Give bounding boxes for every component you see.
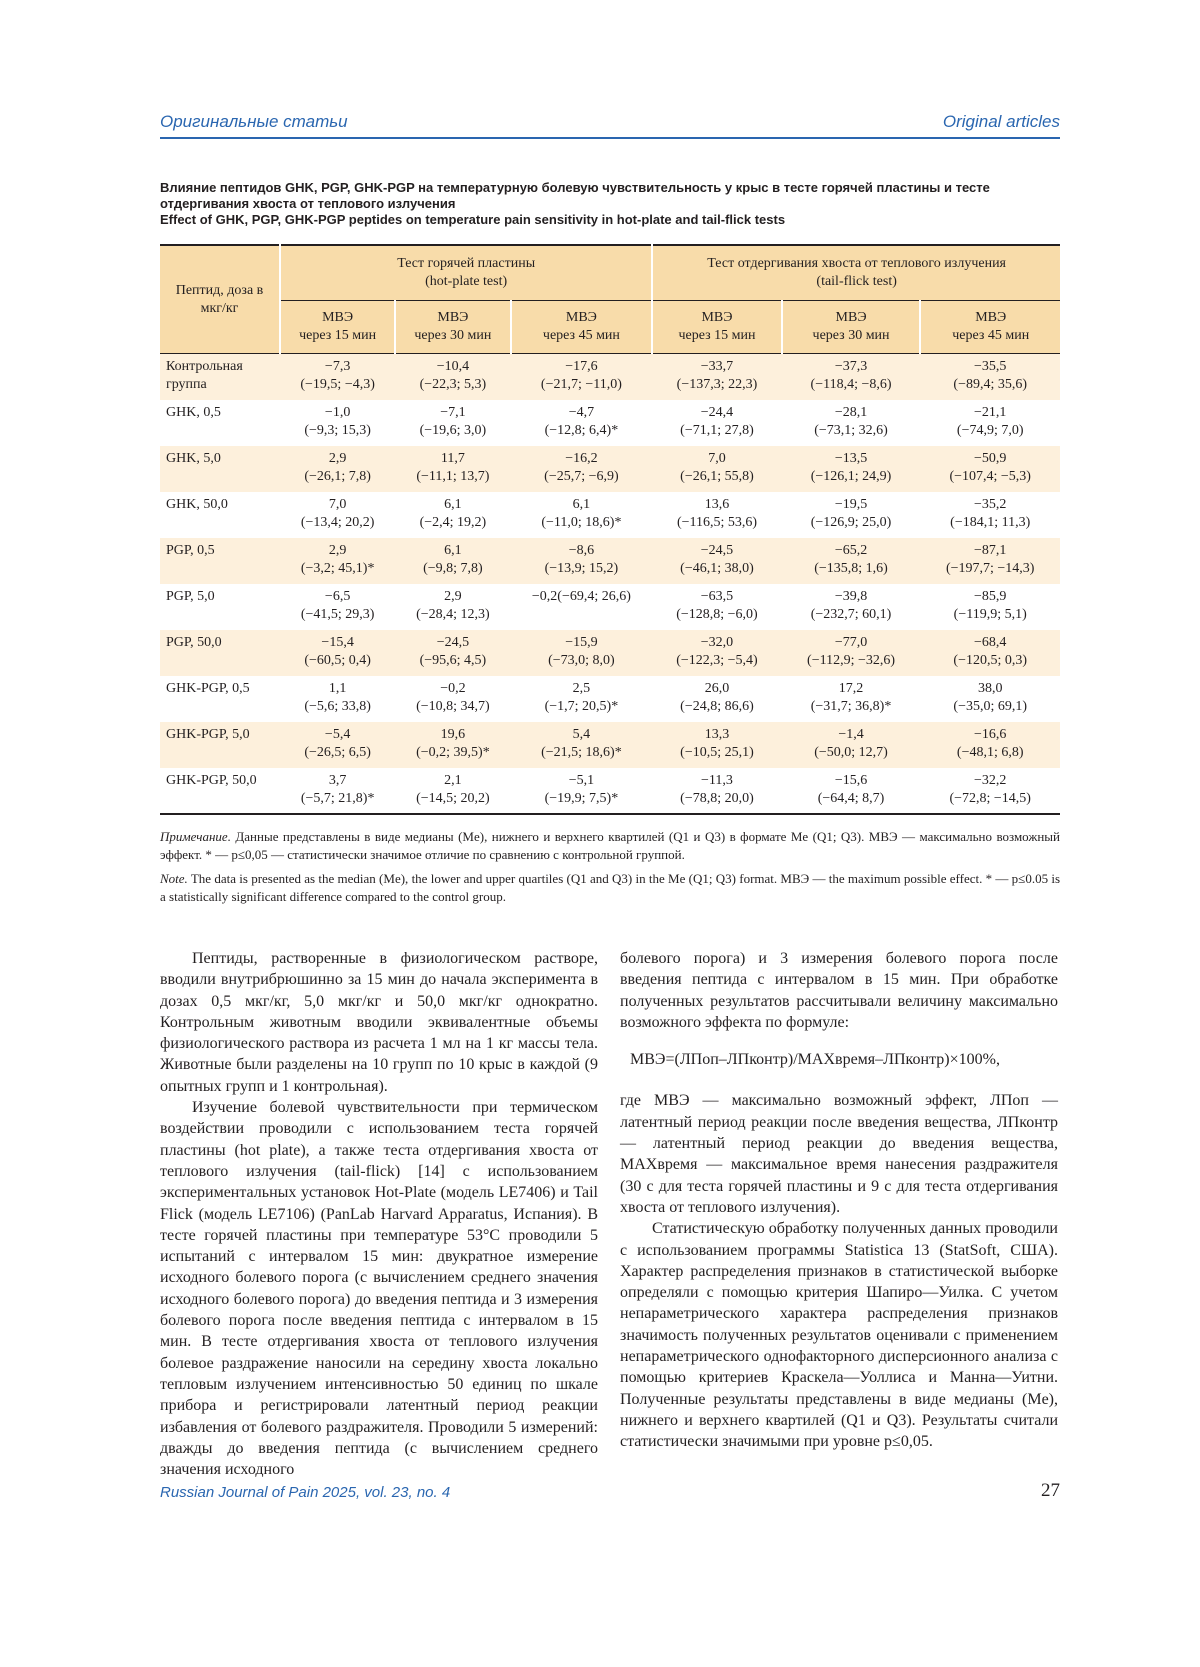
cell-median: 26,0: [704, 680, 730, 696]
table-row: [160, 630, 1060, 676]
cell-quartiles: (−118,4; −8,6): [810, 377, 892, 392]
table-cell: [920, 676, 1060, 722]
row-label: Контрольная группа: [160, 354, 280, 400]
table-cell: [395, 354, 510, 400]
table-row: [160, 492, 1060, 538]
cell-quartiles: (−41,5; 29,3): [300, 606, 375, 622]
cell-quartiles: (−21,7; −11,0): [540, 377, 622, 392]
table-cell: [511, 400, 653, 446]
table-row: [160, 354, 1060, 400]
cell-quartiles: (−21,5; 18,6)*: [541, 744, 622, 760]
cell-median: −37,3: [834, 359, 868, 374]
running-header-right: Original articles: [942, 112, 1060, 131]
table-cell: [652, 630, 781, 676]
cell-quartiles: (−31,7; 36,8)*: [810, 698, 892, 714]
table-row: [160, 400, 1060, 446]
cell-median: 13,3: [704, 726, 730, 742]
row-label: GHK-PGP, 0,5: [160, 676, 280, 722]
cell-median: 1,1: [328, 680, 347, 696]
table-cell: [782, 354, 921, 400]
table-cell: [782, 538, 921, 584]
cell-quartiles: (−126,9; 25,0): [810, 514, 892, 530]
cell-median: −19,5: [834, 496, 868, 512]
row-label: GHK, 50,0: [160, 492, 280, 538]
table-row: [160, 584, 1060, 630]
row-label: PGP, 0,5: [160, 538, 280, 584]
cell-quartiles: (−73,0; 8,0): [548, 652, 615, 668]
cell-quartiles: (−72,8; −14,5): [949, 790, 1031, 806]
table-cell: [652, 354, 781, 400]
cell-median: −87,1: [974, 542, 1007, 558]
table-cell: [782, 722, 921, 768]
cell-quartiles: (−78,8; 20,0): [680, 790, 754, 806]
cell-quartiles: (−19,6; 3,0): [419, 422, 487, 438]
cell-quartiles: (−48,1; 6,8): [956, 744, 1024, 760]
table-cell: [920, 446, 1060, 492]
cell-quartiles: (−2,4; 19,2): [419, 514, 487, 530]
cell-quartiles: (−135,8; 1,6): [814, 560, 888, 576]
table-cell: [511, 768, 653, 814]
cell-median: −16,2: [565, 450, 598, 466]
cell-median: 2,9: [328, 542, 347, 558]
cell-median: 2,5: [572, 680, 591, 696]
cell-quartiles: (−26,1; 7,8): [304, 468, 371, 484]
table-cell: [395, 584, 510, 630]
column-header: МВЭ через 30 мин: [395, 301, 510, 354]
table-cell: [511, 676, 653, 722]
cell-median: −11,3: [701, 772, 733, 788]
row-label: GHK, 5,0: [160, 446, 280, 492]
cell-median: −39,8: [834, 588, 868, 604]
column-header: МВЭ через 30 мин: [782, 301, 921, 354]
table-cell: [511, 538, 653, 584]
table-cell: [395, 446, 510, 492]
column-header: МВЭ через 45 мин: [511, 301, 653, 354]
cell-median: −4,7: [568, 404, 595, 420]
cell-quartiles: (−5,7; 21,8)*: [300, 790, 375, 806]
table-cell: [511, 722, 653, 768]
cell-quartiles: (−197,7; −14,3): [945, 560, 1035, 576]
table-cell: [395, 676, 510, 722]
table-cell: [280, 492, 395, 538]
cell-median: 6,1: [444, 496, 462, 512]
table-cell: [511, 446, 653, 492]
table-caption-ru: Влияние пептидов GHK, PGP, GHK-PGP на температурную болевую чувствительность у крыс в тесте горячей пластины и тесте отдергивания хвоста от теплового излучения: [160, 180, 990, 211]
cell-median: −6,5: [324, 588, 351, 604]
table-cell: [920, 400, 1060, 446]
cell-median: 13,6: [704, 496, 730, 512]
cell-median: −24,4: [700, 404, 734, 420]
column-header: МВЭ через 45 мин: [920, 301, 1060, 354]
table-cell: [652, 584, 781, 630]
row-header: Пептид, доза в мкг/кг: [160, 245, 280, 354]
table-row: [160, 768, 1060, 814]
cell-median: −7,3: [324, 359, 351, 374]
cell-median: −24,5: [436, 634, 470, 650]
table-cell: [652, 446, 781, 492]
table-cell: [511, 354, 653, 400]
cell-quartiles: (−10,8; 34,7): [416, 698, 490, 714]
header-rule: [160, 137, 1060, 139]
table-cell: [920, 584, 1060, 630]
row-label: GHK-PGP, 50,0: [160, 768, 280, 814]
cell-median: 19,6: [440, 726, 466, 742]
table-cell: [280, 538, 395, 584]
paragraph: Изучение болевой чувствительности при термическом воздействии проводили с использованием теста горячей пластины (hot plate), а также теста отдергивания хвоста от теплового излучения (tail-flick) [14] с использованием экспериментальных установок Hot-Plate (модель LE7406) и Tail Flick (модель LE7106) (PanLab Harvard Apparatus, Испания). В тесте горячей пластины при температуре 53°С проводили 5 испытаний с интервалом 15 мин: двукратное измерение исходного болевого порога (с вычислением среднего значения исходного болевого порога) до введения пептида и 3 измерения болевого порога после введения пептида с интервалом в 15 мин. В тесте отдергивания хвоста от теплового излучения болевое раздражение наносили на середину хвоста локально тепловым излучением интенсивностью 50 единиц по шкале прибора и регистрировали латентный период реакции избавления от болевого раздражителя. Проводили 5 измерений: дважды до введения пептида (с вычислением среднего значения исходного: [160, 1099, 598, 1479]
cell-quartiles: (−26,1; 55,8): [680, 468, 754, 484]
table-cell: [782, 400, 921, 446]
table-cell: [395, 492, 510, 538]
cell-quartiles: (−0,2; 39,5)*: [416, 744, 490, 760]
table-cell: [652, 676, 781, 722]
table-cell: [782, 446, 921, 492]
cell-quartiles: (−14,5; 20,2): [416, 790, 490, 806]
table-cell: [280, 446, 395, 492]
cell-median: −35,5: [974, 359, 1007, 374]
cell-quartiles: (−73,1; 32,6): [814, 422, 888, 438]
table-cell: [511, 630, 653, 676]
paragraph: болевого порога) и 3 измерения болевого порога после введения пептида с интервалом в 15 мин. При обработке полученных результатов рассчитывали величину максимально возможного эффекта по формуле:: [620, 950, 1058, 1031]
body-column-right: [620, 948, 1058, 1453]
cell-quartiles: (−26,5; 6,5): [304, 744, 371, 760]
table-cell: [920, 768, 1060, 814]
group-header-tail-flick: Тест отдергивания хвоста от теплового излучения (tail-flick test): [652, 245, 1060, 301]
cell-median: −33,7: [700, 359, 734, 374]
row-label: GHK, 0,5: [160, 400, 280, 446]
group-header-hot-plate: Тест горячей пластины (hot-plate test): [280, 245, 652, 301]
table-cell: [920, 538, 1060, 584]
cell-median: −1,0: [324, 404, 351, 420]
cell-median: 38,0: [977, 680, 1003, 696]
cell-quartiles: (−95,6; 4,5): [419, 652, 487, 668]
table-cell: [395, 722, 510, 768]
cell-quartiles: (−71,1; 27,8): [680, 422, 754, 438]
cell-median: −10,4: [436, 359, 470, 374]
cell-median: −85,9: [974, 588, 1007, 604]
table-note-en: Note. The data is presented as the median (Me), the lower and upper quartiles (Q1 and Q3) in the Me (Q1; Q3) format. МВЭ — the maximum possible effect. * — p≤0.05 is a statistically significant difference compared to the control group.: [160, 871, 1061, 904]
running-header-left: Оригинальные статьи: [160, 112, 348, 131]
cell-quartiles: (−119,9; 5,1): [953, 606, 1027, 622]
row-label: PGP, 50,0: [160, 630, 280, 676]
cell-median: 2,9: [328, 450, 347, 466]
table-cell: [280, 676, 395, 722]
table-cell: [782, 630, 921, 676]
table-cell: [395, 768, 510, 814]
cell-quartiles: (−3,2; 45,1)*: [300, 560, 375, 576]
cell-median: −13,5: [834, 450, 868, 466]
cell-median: −77,0: [834, 634, 868, 650]
cell-median: 3,7: [328, 772, 347, 788]
table-cell: [920, 722, 1060, 768]
cell-quartiles: (−232,7; 60,1): [810, 606, 892, 622]
cell-quartiles: (−22,3; 5,3): [419, 377, 487, 392]
cell-quartiles: (−35,0; 69,1): [953, 698, 1028, 714]
cell-median: −15,9: [565, 634, 598, 650]
cell-quartiles: (−19,5; −4,3): [300, 377, 375, 392]
cell-quartiles: (−25,7; −6,9): [544, 468, 619, 484]
cell-quartiles: (−10,5; 25,1): [680, 744, 754, 760]
cell-median: −0,2(−69,4; 26,6): [531, 588, 631, 604]
table-cell: [782, 584, 921, 630]
cell-quartiles: (−11,0; 18,6)*: [541, 514, 622, 530]
cell-quartiles: (−184,1; 11,3): [950, 514, 1031, 530]
table-cell: [920, 354, 1060, 400]
table-caption: [160, 180, 1060, 228]
table-cell: [395, 400, 510, 446]
table-cell: [395, 538, 510, 584]
cell-median: 11,7: [440, 450, 465, 466]
journal-footer: Russian Journal of Pain 2025, vol. 23, no. 4: [160, 1484, 451, 1501]
cell-quartiles: (−9,3; 15,3): [304, 422, 371, 438]
row-label: PGP, 5,0: [160, 584, 280, 630]
table-cell: [652, 538, 781, 584]
cell-quartiles: (−107,4; −5,3): [949, 468, 1031, 484]
cell-median: −32,0: [700, 634, 734, 650]
table-cell: [920, 492, 1060, 538]
table-cell: [652, 400, 781, 446]
cell-median: −28,1: [834, 404, 868, 420]
cell-median: 7,0: [328, 496, 347, 512]
table-cell: [652, 722, 781, 768]
cell-median: −68,4: [974, 634, 1007, 650]
cell-quartiles: (−122,3; −5,4): [676, 652, 758, 668]
cell-median: −5,1: [568, 772, 595, 788]
cell-quartiles: (−60,5; 0,4): [304, 652, 371, 668]
cell-median: 6,1: [444, 542, 462, 558]
formula: МВЭ=(ЛПоп–ЛПконтр)/МАХвремя–ЛПконтр)×100%,: [630, 1051, 1000, 1069]
table-cell: [782, 676, 921, 722]
cell-median: −21,1: [974, 404, 1007, 420]
cell-median: −17,6: [565, 359, 598, 374]
cell-quartiles: (−46,1; 38,0): [680, 560, 754, 576]
cell-median: 7,0: [708, 450, 726, 466]
cell-quartiles: (−128,8; −6,0): [676, 606, 758, 622]
cell-median: −5,4: [324, 726, 351, 742]
cell-quartiles: (−5,6; 33,8): [304, 698, 371, 714]
table-note-ru: Примечание. Данные представлены в виде медианы (Me), нижнего и верхнего квартилей (Q1 и Q3) в формате Me (Q1; Q3). МВЭ — максимально возможный эффект. * — p≤0,05 — статистически значимое отличие по сравнению с контрольной группой.: [160, 829, 1060, 862]
column-header: МВЭ через 15 мин: [652, 301, 781, 354]
results-table: [160, 244, 1060, 815]
table-cell: [920, 630, 1060, 676]
cell-median: −32,2: [974, 772, 1007, 788]
cell-quartiles: (−9,8; 7,8): [423, 560, 483, 576]
row-label: GHK-PGP, 5,0: [160, 722, 280, 768]
cell-quartiles: (−126,1; 24,9): [810, 468, 892, 484]
cell-quartiles: (−12,8; 6,4)*: [544, 422, 619, 438]
cell-quartiles: (−120,5; 0,3): [953, 652, 1028, 668]
cell-quartiles: (−19,9; 7,5)*: [544, 790, 619, 806]
table-cell: [782, 492, 921, 538]
cell-quartiles: (−13,9; 15,2): [544, 560, 619, 576]
table-cell: [652, 492, 781, 538]
cell-quartiles: (−28,4; 12,3): [416, 606, 490, 622]
cell-median: −63,5: [700, 588, 734, 604]
table-cell: [511, 584, 653, 630]
cell-quartiles: (−1,7; 20,5)*: [544, 698, 619, 714]
paragraph: где МВЭ — максимально возможный эффект, ЛПоп — латентный период реакции после введения вещества, ЛПконтр — латентный период реакции до введения вещества, МАХвремя — максимальное время нанесения раздражителя (30 с для теста горячей пластины и 9 с для теста отдергивания хвоста от теплового излучения).: [620, 1092, 1058, 1216]
table-cell: [280, 768, 395, 814]
cell-quartiles: (−50,0; 12,7): [814, 744, 888, 760]
table-cell: [280, 630, 395, 676]
cell-median: −0,2: [440, 680, 466, 696]
table-cell: [280, 354, 395, 400]
table-row: [160, 676, 1060, 722]
table-cell: [280, 584, 395, 630]
cell-quartiles: (−11,1; 13,7): [416, 468, 490, 484]
cell-median: −16,6: [974, 726, 1007, 742]
table-cell: [280, 722, 395, 768]
cell-median: 6,1: [572, 496, 591, 512]
cell-median: 17,2: [838, 680, 864, 696]
cell-quartiles: (−137,3; 22,3): [676, 377, 758, 392]
table-cell: [511, 492, 653, 538]
table-cell: [782, 768, 921, 814]
cell-quartiles: (−64,4; 8,7): [817, 790, 885, 806]
cell-median: −1,4: [838, 726, 864, 742]
table-cell: [280, 400, 395, 446]
table-caption-en: Effect of GHK, PGP, GHK-PGP peptides on temperature pain sensitivity in hot-plate and tail-flick tests: [160, 212, 786, 227]
cell-quartiles: (−116,5; 53,6): [676, 514, 758, 530]
cell-median: 2,9: [444, 588, 462, 604]
table-cell: [652, 768, 781, 814]
cell-median: −65,2: [834, 542, 868, 558]
cell-median: −15,6: [834, 772, 868, 788]
body-column-left: [160, 948, 598, 1480]
cell-median: −50,9: [974, 450, 1007, 466]
page-number: 27: [1041, 1480, 1060, 1501]
cell-quartiles: (−74,9; 7,0): [956, 422, 1024, 438]
cell-median: −15,4: [321, 634, 354, 650]
table-cell: [395, 630, 510, 676]
paragraph: Статистическую обработку полученных данных проводили с использованием программы Statistica 13 (StatSoft, США). Характер распределения признаков в статистической выборке определяли с помощью критерия Шапиро—Уилка. С учетом непараметрического характера распределения признаков значимость полученных результатов оценивали с применением непараметрического однофакторного дисперсионного анализа с помощью критериев Краскела—Уоллиса и Манна—Уитни. Полученные результаты представлены в виде медианы (Me), нижнего и верхнего квартилей (Q1 и Q3). Результаты считали статистически значимыми при уровне p≤0,05.: [620, 1220, 1058, 1451]
table-row: [160, 538, 1060, 584]
column-header: МВЭ через 15 мин: [280, 301, 395, 354]
cell-quartiles: (−24,8; 86,6): [680, 698, 754, 714]
paragraph: Пептиды, растворенные в физиологическом растворе, вводили внутрибрюшинно за 15 мин до начала эксперимента в дозах 0,5 мкг/кг, 5,0 мкг/кг и 50,0 мкг/кг однократно. Контрольным животным вводили эквивалентные объемы физиологического раствора из расчета 1 мл на 1 кг массы тела. Животные были разделены на 10 групп по 10 крыс в каждой (9 опытных групп и 1 контрольная).: [160, 950, 598, 1095]
cell-quartiles: (−89,4; 35,6): [953, 377, 1028, 392]
cell-median: −8,6: [568, 542, 595, 558]
cell-median: −7,1: [440, 404, 466, 420]
cell-median: 5,4: [572, 726, 591, 742]
cell-median: 2,1: [444, 772, 462, 788]
cell-median: −35,2: [974, 496, 1007, 512]
table-row: [160, 722, 1060, 768]
cell-quartiles: (−13,4; 20,2): [300, 514, 375, 530]
cell-quartiles: (−112,9; −32,6): [807, 652, 896, 668]
table-row: [160, 446, 1060, 492]
cell-median: −24,5: [700, 542, 734, 558]
